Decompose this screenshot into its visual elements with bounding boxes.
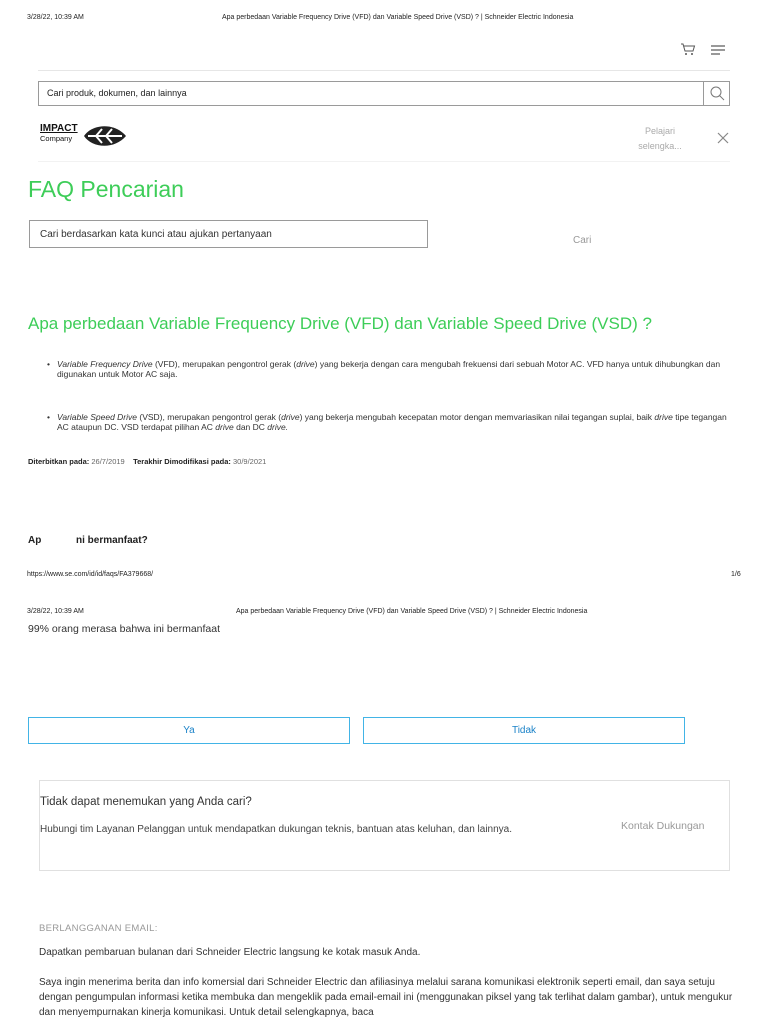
support-title: Tidak dapat menemukan yang Anda cari? (40, 796, 252, 808)
banner-divider (38, 161, 730, 162)
impact-logo-line1: IMPACT (40, 123, 78, 134)
answer-bullet-vsd (57, 412, 737, 432)
subscribe-line1: Dapatkan pembaruan bulanan dari Schneider Electric langsung ke kotak masuk Anda. (39, 947, 421, 958)
faq-title: FAQ Pencarian (28, 176, 184, 202)
published-label: Diterbitkan pada: (28, 457, 90, 466)
vfd-text-b: ) yang bekerja dengan cara mengubah frekuensi dari sebuah Motor AC. VFD hanya untuk dihubungkan dan digunakan untuk Motor AC saja. (57, 359, 721, 379)
faq-search-button[interactable]: Cari (573, 235, 592, 246)
print-url: https://www.se.com/id/id/faqs/FA379668/ (27, 571, 154, 578)
global-search-input[interactable] (38, 81, 730, 106)
vsd-text-d: dan DC (233, 422, 268, 432)
impact-logo[interactable] (40, 124, 78, 144)
vfd-em: drive (296, 359, 315, 369)
learn-more-line1: Pelajari (644, 126, 675, 136)
print-doc-title-2: Apa perbedaan Variable Frequency Drive (VFD) dan Variable Speed Drive (VSD) ? | Schneider Electric Indonesia (236, 608, 588, 615)
print-doc-title: Apa perbedaan Variable Frequency Drive (VFD) dan Variable Speed Drive (VSD) ? | Schneider Electric Indonesia (222, 14, 574, 21)
subscribe-heading: BERLANGGANAN EMAIL: (39, 923, 158, 934)
contact-support-link[interactable]: Kontak Dukungan (621, 820, 705, 832)
global-search-button[interactable] (703, 82, 729, 105)
menu-icon[interactable] (710, 43, 726, 55)
vsd-text-b: ) yang bekerja mengubah kecepatan motor dengan memvariasikan nilai tegangan suplai, baik (299, 412, 655, 422)
modified-label: Terakhir Dimodifikasi pada: (133, 457, 231, 466)
learn-more-link[interactable] (630, 124, 690, 154)
print-datetime: 3/28/22, 10:39 AM (27, 14, 84, 21)
support-text: Hubungi tim Layanan Pelanggan untuk mendapatkan dukungan teknis, bantuan atas keluhan, dan lainnya. (40, 824, 513, 835)
vsd-em2: drive (654, 412, 673, 422)
faq-search-input[interactable] (29, 220, 428, 248)
header-divider (38, 70, 730, 71)
cart-icon[interactable] (680, 42, 696, 56)
impact-logo-line2: Company (40, 134, 73, 143)
vfd-term: Variable Frequency Drive (57, 359, 153, 369)
global-search-placeholder: Cari produk, dokumen, dan lainnya (47, 88, 187, 98)
question-title: Apa perbedaan Variable Frequency Drive (VFD) dan Variable Speed Drive (VSD) ? (28, 314, 652, 333)
subscribe-line2: Saya ingin menerima berita dan info komersial dari Schneider Electric dan afiliasinya melalui sarana komunikasi elektronik seperti email, dan saya setuju dengan pengumpulan informasi ketika membuka dan mengeklik pada email-email ini (menggunakan piksel yang tak terlihat dalam gambar), untuk mengukur dan menyempurnakan kinerja komunikasi. Untuk detail selengkapnya, baca (39, 977, 733, 1018)
published-value: 26/7/2019 (91, 457, 125, 466)
yes-button[interactable]: Ya (28, 717, 350, 744)
leaf-icon (82, 122, 128, 150)
feedback-question-a: Ap (28, 535, 42, 546)
print-page-num: 1/6 (731, 571, 741, 578)
faq-search-placeholder: Cari berdasarkan kata kunci atau ajukan pertanyaan (40, 229, 272, 240)
answer-bullet-vfd (57, 359, 737, 379)
vsd-em4: drive. (267, 422, 289, 432)
search-icon (704, 82, 730, 105)
modified-value: 30/9/2021 (232, 457, 267, 466)
no-button[interactable]: Tidak (363, 717, 685, 744)
vsd-em1: drive (281, 412, 300, 422)
vsd-term: Variable Speed Drive (57, 412, 138, 422)
feedback-question-b: ni bermanfaat? (76, 535, 148, 546)
print-datetime-2: 3/28/22, 10:39 AM (27, 608, 84, 615)
support-box (39, 780, 730, 871)
learn-more-line2: selengka... (638, 141, 682, 151)
feedback-stat: 99% orang merasa bahwa ini bermanfaat (28, 623, 221, 635)
vsd-text-c: tipe tegangan AC ataupun DC. VSD terdapat pilihan AC (57, 412, 727, 432)
article-meta (28, 457, 266, 466)
close-icon[interactable] (716, 131, 730, 145)
vsd-em3: drive (215, 422, 234, 432)
vfd-text-a: (VFD), merupakan pengontrol gerak ( (152, 359, 297, 369)
vsd-text-a: (VSD), merupakan pengontrol gerak ( (137, 412, 282, 422)
